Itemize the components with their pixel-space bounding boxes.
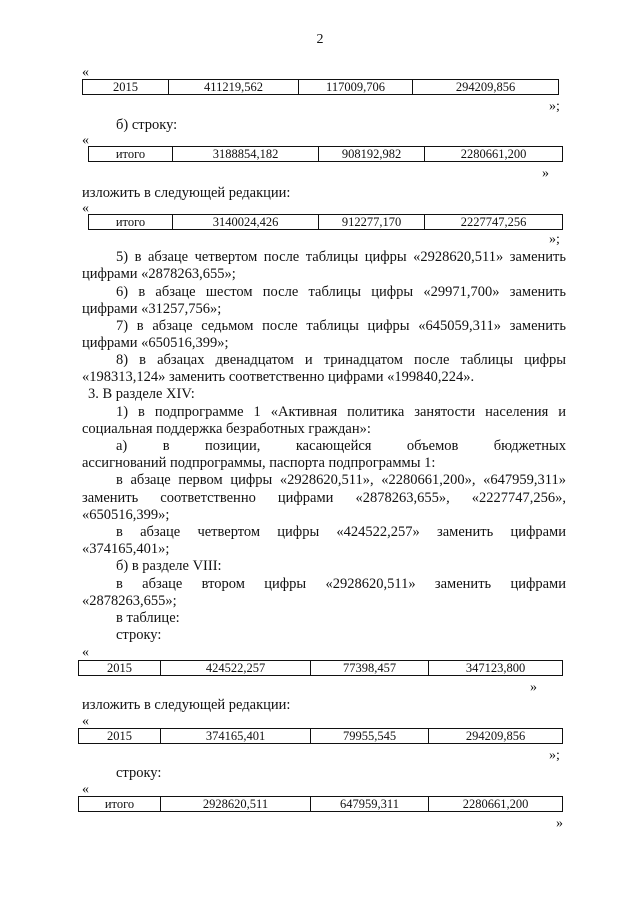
cell-label: итого bbox=[89, 147, 173, 162]
open-quote: « bbox=[82, 714, 89, 729]
text-line: цифрами «31257,756»; bbox=[82, 301, 222, 317]
text-line: заменить соответственно цифрами «2878263,655», «2227747,256», bbox=[82, 490, 566, 506]
text-line: строку: bbox=[116, 627, 162, 643]
table-row bbox=[79, 797, 563, 812]
text-line: а) в позиции, касающейся объемов бюджетных bbox=[116, 438, 566, 454]
cell-total: 424522,257 bbox=[161, 661, 311, 676]
text-line: цифрами «650516,399»; bbox=[82, 335, 229, 351]
text-line: цифрами «2878263,655»; bbox=[82, 266, 236, 282]
text-line: изложить в следующей редакции: bbox=[82, 697, 291, 713]
table-2015-viii-old bbox=[78, 660, 563, 676]
table-2015-old bbox=[82, 79, 559, 95]
table-itogo-viii-old bbox=[78, 796, 563, 812]
cell-federal: 117009,706 bbox=[299, 80, 413, 95]
text-line: б) в разделе VIII: bbox=[116, 558, 222, 574]
page-number: 2 bbox=[316, 32, 324, 47]
cell-label: итого bbox=[89, 215, 173, 230]
table-itogo-old bbox=[88, 146, 563, 162]
cell-year: 2015 bbox=[83, 80, 169, 95]
cell-federal: 77398,457 bbox=[311, 661, 429, 676]
table-row bbox=[89, 147, 563, 162]
table-row bbox=[83, 80, 559, 95]
cell-federal: 647959,311 bbox=[311, 797, 429, 812]
text-line: «2878263,655»; bbox=[82, 593, 177, 609]
cell-year: 2015 bbox=[79, 729, 161, 744]
cell-regional: 294209,856 bbox=[429, 729, 563, 744]
text-line: «198313,124» заменить соответственно цифрами «199840,224». bbox=[82, 369, 475, 385]
text-line: социальная поддержка безработных граждан»: bbox=[82, 421, 371, 437]
text-line: «650516,399»; bbox=[82, 507, 170, 523]
text-line: 1) в подпрограмме 1 «Активная политика занятости населения и bbox=[116, 404, 566, 420]
table-itogo-new bbox=[88, 214, 563, 230]
text-line: «374165,401»; bbox=[82, 541, 170, 557]
text-line: в абзаце первом цифры «2928620,511», «2280661,200», «647959,311» bbox=[116, 472, 566, 488]
close-quote: »; bbox=[549, 748, 560, 763]
cell-regional: 294209,856 bbox=[413, 80, 559, 95]
cell-regional: 2227747,256 bbox=[425, 215, 563, 230]
open-quote: « bbox=[82, 645, 89, 660]
cell-federal: 79955,545 bbox=[311, 729, 429, 744]
open-quote: « bbox=[82, 133, 89, 148]
close-quote: » bbox=[556, 816, 563, 831]
cell-label: итого bbox=[79, 797, 161, 812]
cell-federal: 908192,982 bbox=[319, 147, 425, 162]
text-line: ассигнований подпрограммы, паспорта подпрограммы 1: bbox=[82, 455, 436, 471]
section-heading: 3. В разделе XIV: bbox=[88, 386, 195, 402]
cell-federal: 912277,170 bbox=[319, 215, 425, 230]
cell-year: 2015 bbox=[79, 661, 161, 676]
cell-total: 411219,562 bbox=[169, 80, 299, 95]
close-quote: » bbox=[542, 166, 549, 181]
table-row bbox=[79, 729, 563, 744]
open-quote: « bbox=[82, 201, 89, 216]
cell-regional: 2280661,200 bbox=[425, 147, 563, 162]
table-row bbox=[89, 215, 563, 230]
text-line: строку: bbox=[116, 765, 162, 781]
open-quote: « bbox=[82, 65, 89, 80]
text-line: в таблице: bbox=[116, 610, 180, 626]
cell-total: 3188854,182 bbox=[173, 147, 319, 162]
close-quote: » bbox=[530, 680, 537, 695]
text-line: б) строку: bbox=[116, 117, 178, 133]
cell-total: 374165,401 bbox=[161, 729, 311, 744]
text-line: 5) в абзаце четвертом после таблицы цифры «2928620,511» заменить bbox=[116, 249, 566, 265]
text-line: в абзаце четвертом цифры «424522,257» заменить цифрами bbox=[116, 524, 566, 540]
text-line: 7) в абзаце седьмом после таблицы цифры «645059,311» заменить bbox=[116, 318, 566, 334]
close-quote: »; bbox=[549, 99, 560, 114]
open-quote: « bbox=[82, 782, 89, 797]
cell-regional: 347123,800 bbox=[429, 661, 563, 676]
text-line: изложить в следующей редакции: bbox=[82, 185, 291, 201]
table-2015-viii-new bbox=[78, 728, 563, 744]
close-quote: »; bbox=[549, 232, 560, 247]
cell-total: 2928620,511 bbox=[161, 797, 311, 812]
table-row bbox=[79, 661, 563, 676]
text-line: в абзаце втором цифры «2928620,511» заменить цифрами bbox=[116, 576, 566, 592]
text-line: 8) в абзацах двенадцатом и тринадцатом после таблицы цифры bbox=[116, 352, 566, 368]
cell-total: 3140024,426 bbox=[173, 215, 319, 230]
text-line: 6) в абзаце шестом после таблицы цифры «29971,700» заменить bbox=[116, 284, 566, 300]
cell-regional: 2280661,200 bbox=[429, 797, 563, 812]
